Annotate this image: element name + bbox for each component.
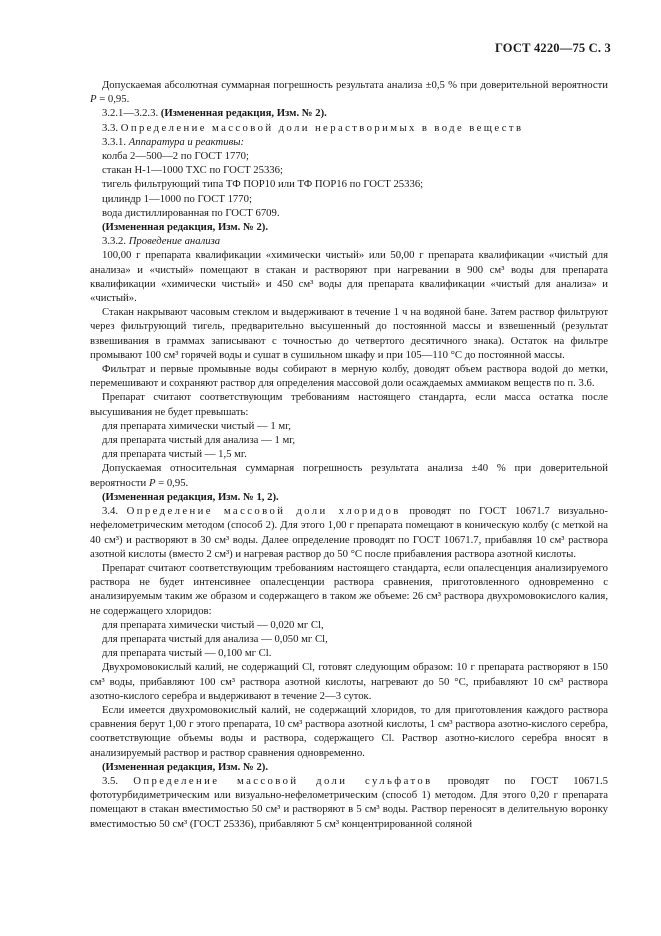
document-body	[90, 78, 608, 831]
paragraph: для препарата чистый для анализа — 1 мг,	[102, 434, 296, 447]
paragraph: (Измененная редакция, Изм. № 2).	[102, 760, 269, 773]
paragraph: 3.5. Определение массовой доли сульфатов проводят по ГОСТ 10671.5 фототурбидиметрическим или визуально-нефелометрическим (способ 1) методом. Для этого 0,20 г препарата помещают в стакан вместимостью 50 см³ и растворяют в 5 см³ воды. Раствор переносят в делительную воронку вместимостью 50 см³ (ГОСТ 25336), прибавляют 5 см³ концентрированной соляной	[90, 774, 608, 830]
paragraph: Допускаемая абсолютная суммарная погрешность результата анализа ±0,5 % при доверительной вероятности Р = 0,95.	[90, 79, 608, 106]
paragraph: для препарата химически чистый — 0,020 мг Cl,	[102, 618, 324, 631]
paragraph: 3.3.2. Проведение анализа	[102, 235, 221, 248]
paragraph: для препарата чистый для анализа — 0,050 мг Cl,	[102, 632, 328, 645]
paragraph: 3.3. Определение массовой доли нерастворимых в воде веществ	[102, 121, 524, 134]
paragraph: 100,00 г препарата квалификации «химически чистый» или 50,00 г препарата квалификации «чистый для анализа» и «чистый» помещают в стакан и растворяют при нагревании в 900 см³ воды для препарата квалификации «химически чистый» и 450 см³ воды для препарата квалификации «чистый для анализа» и «чистый».	[90, 249, 608, 305]
paragraph: для препарата чистый — 1,5 мг.	[102, 448, 247, 461]
paragraph: Если имеется двухромовокислый калий, не содержащий хлоридов, то для приготовления каждого раствора сравнения берут 1,00 г этого препарата, 10 см³ раствора азотной кислоты, 1 см³ раствора азотно-кислого серебра, соответствующие объемы воды и раствора, содержащего Cl. Раствор азотно-кислого серебра вносят в анализируемый раствор и раствор сравнения одновременно.	[90, 703, 608, 759]
paragraph: вода дистиллированная по ГОСТ 6709.	[102, 206, 280, 219]
paragraph: для препарата чистый — 0,100 мг Cl.	[102, 647, 272, 660]
paragraph: Двухромовокислый калий, не содержащий Cl, готовят следующим образом: 10 г препарата растворяют в 150 см³ воды, прибавляют 100 см³ раствора азотной кислоты, нагревают до 50 °С, прибавляют 10 см³ раствора азотно-кислого серебра и выдерживают в течение 2—3 суток.	[90, 661, 608, 702]
paragraph: стакан Н-1—1000 ТХС по ГОСТ 25336;	[102, 164, 283, 177]
paragraph: Стакан накрывают часовым стеклом и выдерживают в течение 1 ч на водяной бане. Затем раствор фильтруют через фильтрующий тигель, предварительно высушенный до постоянной массы и взвешенный (результат взвешивания в граммах записывают с точностью до четвертого десятичного знака). Остаток на фильтре промывают 100 см³ горячей воды и сушат в сушильном шкафу и при 105—110 °С до постоянной массы.	[90, 306, 608, 361]
paragraph: Допускаемая относительная суммарная погрешность результата анализа ±40 % при доверительной вероятности Р = 0,95.	[90, 462, 608, 489]
paragraph: (Измененная редакция, Изм. № 2).	[102, 221, 269, 234]
paragraph: (Измененная редакция, Изм. № 1, 2).	[102, 490, 279, 503]
paragraph: 3.2.1—3.2.3. (Измененная редакция, Изм. № 2).	[102, 107, 327, 120]
paragraph: для препарата химически чистый — 1 мг,	[102, 419, 291, 432]
paragraph: Препарат считают соответствующим требованиям настоящего стандарта, если опалесценция анализируемого раствора не будет интенсивнее опалесценции раствора сравнения, приготовленного одновременно с анализируемым таким же образом и содержащего в таком же объеме: 26 см³ раствора двухромовокислого калия, не содержащего хлоридов:	[90, 561, 608, 617]
paragraph: цилиндр 1—1000 по ГОСТ 1770;	[102, 192, 252, 205]
paragraph: Препарат считают соответствующим требованиям настоящего стандарта, если масса остатка после высушивания не будет превышать:	[90, 391, 608, 418]
paragraph: колба 2—500—2 по ГОСТ 1770;	[102, 150, 249, 163]
paragraph: 3.3.1. Аппаратура и реактивы:	[102, 135, 245, 148]
page-header: ГОСТ 4220—75 С. 3	[494, 41, 611, 55]
paragraph: 3.4. Определение массовой доли хлоридов проводят по ГОСТ 10671.7 визуально-нефелометрическим методом (способ 2). Для этого 1,00 г препарата помещают в коническую колбу (с меткой на 40 см³) и растворяют в 30 см³ воды. Далее определение проводят по ГОСТ 10671.7, прибавляя 10 см³ раствора азотной кислоты (вместо 2 см³) и нагревая раствор до 50 °С после прибавления раствора азотной кислоты.	[90, 505, 608, 560]
paragraph: Фильтрат и первые промывные воды собирают в мерную колбу, доводят объем раствора водой до метки, перемешивают и сохраняют раствор для определения массовой доли осаждаемых аммиаком веществ по п. 3.6.	[90, 363, 608, 390]
paragraph: тигель фильтрующий типа ТФ ПОР10 или ТФ ПОР16 по ГОСТ 25336;	[102, 178, 424, 191]
